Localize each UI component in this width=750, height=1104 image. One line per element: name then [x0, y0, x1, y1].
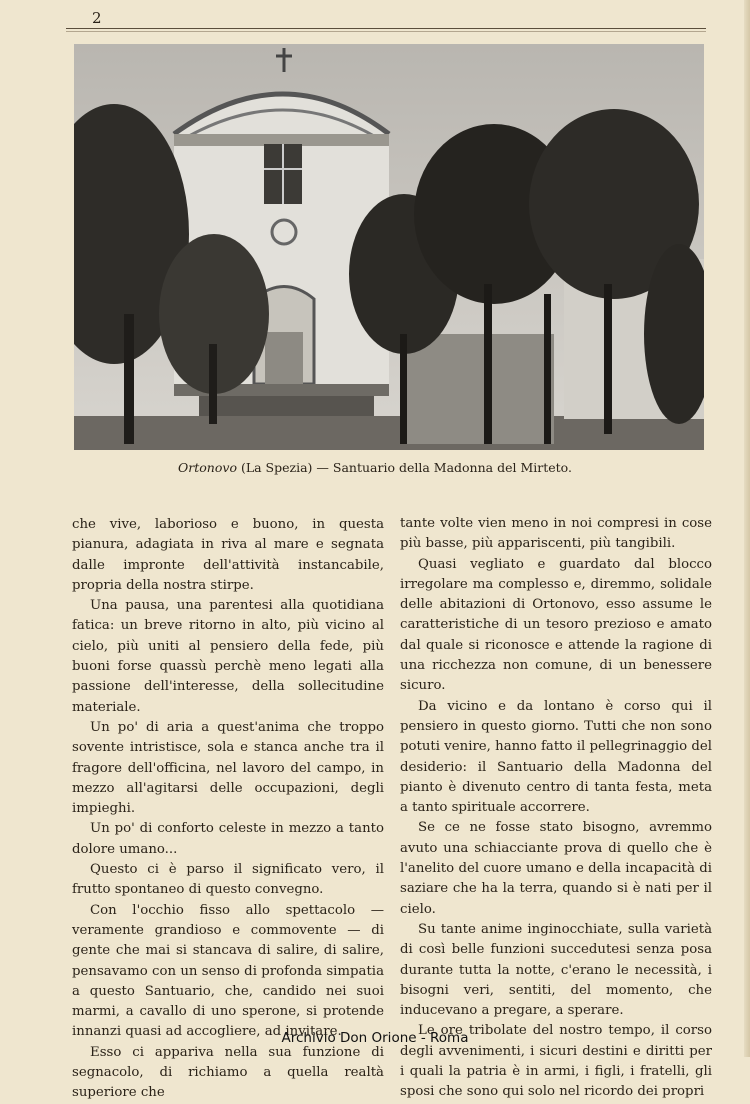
archive-footer: Archivio Don Orione - Roma	[281, 1030, 469, 1046]
header-rule	[66, 28, 706, 29]
page-edge	[744, 0, 750, 1057]
paragraph: Le ore tribolate del nostro tempo, il corso degli avvenimenti, i sicuri destini e diritti per i quali la patria è in armi, i figli, i fratelli, gli sposi che sono qui solo nel ricordo dei propri	[400, 1023, 712, 1100]
paragraph: Se ce ne fosse stato bisogno, avremmo avuto una schiacciante prova di quello che è l'anelito del cuore umano e della incapacità di saziare che ha la terra, quando si è nati per il cielo.	[400, 820, 712, 917]
right-column	[400, 514, 712, 1103]
caption-region: (La Spezia)	[240, 460, 313, 475]
left-column	[72, 515, 384, 1104]
paragraph: Con l'occhio fisso allo spettacolo — veramente grandioso e commovente — di gente che mai si stancava di salire, di salire, pensavamo con un senso di profonda simpatia a questo Santuario, che, candido nei suoi marmi, a cavallo di uno sperone, si protende innanzi quasi ad accogliere, ad invitare.	[72, 902, 384, 1040]
page-number: 2	[92, 9, 102, 27]
paragraph: che vive, laborioso e buono, in questa pianura, adagiata in riva al mare e segnata dalle impronte dell'attività instancabile, propria della nostra stirpe.	[72, 517, 384, 593]
caption-rest: — Santuario della Madonna del Mirteto.	[316, 460, 572, 475]
sanctuary-photo	[74, 44, 704, 450]
paragraph: Una pausa, una parentesi alla quotidiana fatica: un breve ritorno in alto, più vicino al cielo, più uniti al pensiero della fede, più buoni forse quassù perchè meno legati alla passione dell'interesse, della sollecitudine materiale.	[72, 598, 384, 715]
paragraph: Esso ci appariva nella sua funzione di segnacolo, di richiamo a quella realtà superiore che	[72, 1044, 384, 1101]
paragraph: Quasi vegliato e guardato dal blocco irregolare ma complesso e, diremmo, solidale delle abitazioni di Ortonovo, esso assume le caratteristiche di un tesoro prezioso e amato dal quale si riconosce e attende la ragione di una ricchezza non comune, di un benessere sicuro.	[400, 556, 712, 694]
paragraph: Un po' di aria a quest'anima che troppo sovente intristisce, sola e stanca anche tra il fragore dell'officina, nel lavoro del campo, in mezzo all'agitarsi delle occupazioni, degli impieghi.	[72, 719, 384, 817]
paragraph: tante volte vien meno in noi compresi in cose più basse, più appariscenti, più tangibili.	[400, 516, 712, 552]
paragraph: Questo ci è parso il significato vero, il frutto spontaneo di questo convegno.	[72, 862, 384, 898]
sanctuary-photo-icon	[74, 44, 704, 450]
paragraph: Da vicino e da lontano è corso qui il pensiero in questo giorno. Tutti che non sono potuti venire, hanno fatto il pellegrinaggio del desiderio: il Santuario della Madonna del pianto è divenuto centro di tanta festa, meta a tanto spirituale accorrere.	[400, 698, 712, 816]
caption-place: Ortonovo	[178, 460, 237, 475]
paragraph: Un po' di conforto celeste in mezzo a tanto dolore umano...	[72, 821, 384, 857]
paragraph: Su tante anime inginocchiate, sulla varietà di così belle funzioni succedutesi senza posa durante tutta la notte, c'erano le necessità, i bisogni veri, sentiti, del momento, che inducevano a pregare, a sperare.	[400, 921, 712, 1019]
header-rule-secondary	[66, 31, 706, 32]
photo-caption	[0, 460, 750, 475]
